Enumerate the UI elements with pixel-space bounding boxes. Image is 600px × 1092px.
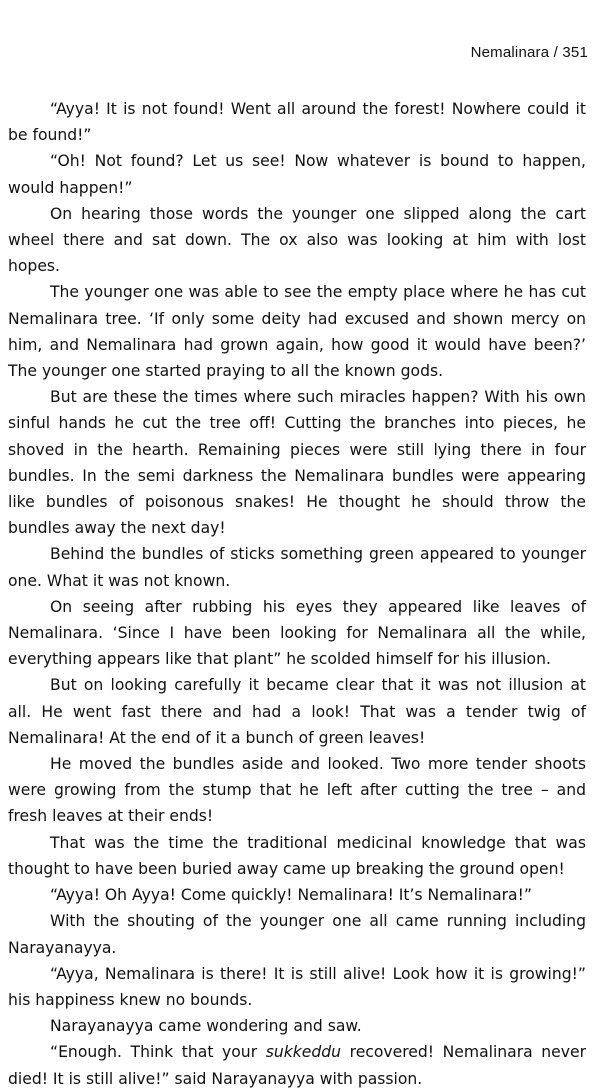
paragraph-text: “Enough. Think that your — [50, 1043, 266, 1062]
paragraph: “Ayya! Oh Ayya! Come quickly! Nemalinara! It’s Nemalinara!” — [50, 886, 532, 905]
paragraph: He moved the bundles aside and looked. Two more tender shoots were growing from the stump that he left after cutting the tree – and fresh leaves at their ends! — [8, 755, 586, 826]
paragraph: “Oh! Not found? Let us see! Now whatever is bound to happen, would happen!” — [8, 152, 586, 197]
paragraph: That was the time the traditional medicinal knowledge that was thought to have been buried away came up breaking the ground open! — [8, 833, 586, 878]
paragraph: On seeing after rubbing his eyes they appeared like leaves of Nemalinara. ‘Since I have been looking for Nemalinara all the while, everything appears like that plant” he scolded himself for his illusion. — [8, 597, 586, 669]
paragraph: But on looking carefully it became clear that it was not illusion at all. He went fast there and had a look! That was a tender twig of Nemalinara! At the end of it a bunch of green leaves! — [8, 676, 586, 747]
paragraph — [8, 1039, 586, 1091]
paragraph-text: recovered! Nemalinara never died! It is still alive!” said Narayanayya with passion. — [8, 1043, 586, 1088]
paragraph: But are these the times where such miracles happen? With his own sinful hands he cut the tree off! Cutting the branches into pieces, he shoved in the hearth. Remaining pieces were still lying there in four bundles. In the semi darkness the Nemalinara bundles were appearing like bundles of poisonous snakes! He thought he should throw the bundles away the next day! — [8, 388, 586, 538]
paragraph: On hearing those words the younger one slipped along the cart wheel there and sat down. The ox also was looking at him with lost hopes. — [8, 204, 586, 276]
italic-term: sukkeddu — [265, 1043, 342, 1062]
body-text — [8, 96, 586, 1092]
paragraph: Narayanayya came wondering and saw. — [50, 1017, 362, 1036]
paragraph: “Ayya! It is not found! Went all around the forest! Nowhere could it be found!” — [8, 100, 586, 145]
paragraph: Behind the bundles of sticks something green appeared to younger one. What it was not known. — [8, 545, 586, 590]
running-head: Nemalinara / 351 — [470, 44, 588, 61]
paragraph: “Ayya, Nemalinara is there! It is still alive! Look how it is growing!” his happiness knew no bounds. — [8, 964, 586, 1009]
paragraph: The younger one was able to see the empty place where he has cut Nemalinara tree. ‘If only some deity had excused and shown mercy on him, and Nemalinara had grown again, how good it would have been?’ The younger one started praying to all the known gods. — [8, 283, 586, 381]
paragraph: With the shouting of the younger one all came running including Narayanayya. — [8, 912, 586, 957]
